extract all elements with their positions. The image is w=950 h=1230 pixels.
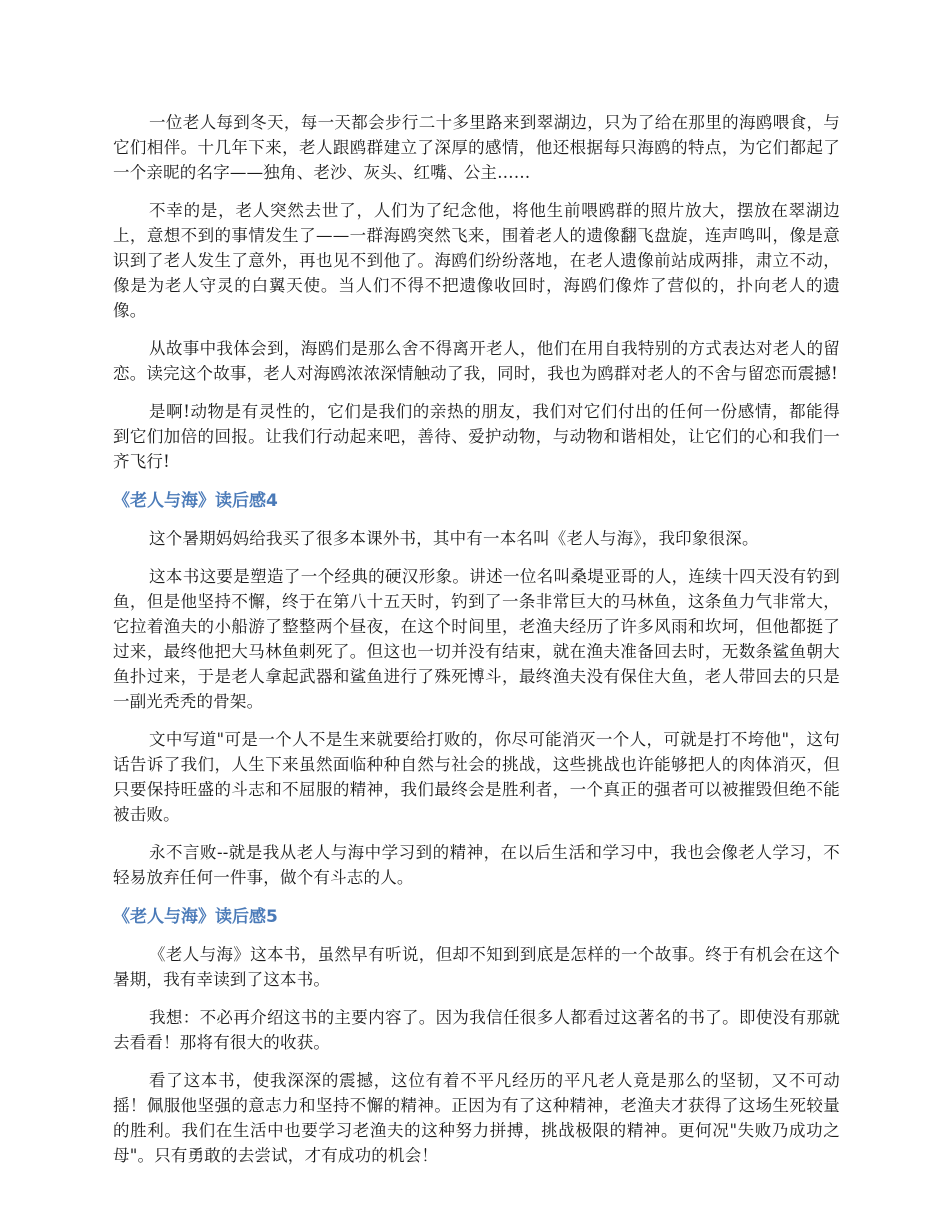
paragraph: 永不言败--就是我从老人与海中学习到的精神，在以后生活和学习中，我也会像老人学习，不轻易放弃任何一件事，做个有斗志的人。	[113, 843, 840, 887]
section-heading: 《老人与海》读后感5	[113, 907, 278, 927]
paragraph: 《老人与海》这本书，虽然早有听说，但却不知到到底是怎样的一个故事。终于有机会在这个暑期，我有幸读到了这本书。	[113, 945, 840, 989]
section-review-4	[113, 488, 840, 890]
paragraph: 不幸的是，老人突然去世了，人们为了纪念他，将他生前喂鸥群的照片放大，摆放在翠湖边上，意想不到的事情发生了——一群海鸥突然飞来，围着老人的遗像翻飞盘旋，连声鸣叫，像是意识到了老人发生了意外，再也见不到他了。海鸥们纷纷落地，在老人遗像前站成两排，肃立不动，像是为老人守灵的白翼天使。当人们不得不把遗像收回时，海鸥们像炸了营似的，扑向老人的遗像。	[113, 201, 840, 320]
section-review-5	[113, 904, 840, 1168]
section-heading: 《老人与海》读后感4	[113, 491, 278, 511]
paragraph: 从故事中我体会到，海鸥们是那么舍不得离开老人，他们在用自我特别的方式表达对老人的留恋。读完这个故事，老人对海鸥浓浓深情触动了我，同时，我也为鸥群对老人的不舍与留恋而震撼!	[113, 339, 840, 383]
paragraph: 看了这本书，使我深深的震撼，这位有着不平凡经历的平凡老人竟是那么的坚韧，又不可动摇！佩服他坚强的意志力和坚持不懈的精神。正因为有了这种精神，老渔夫才获得了这场生死较量的胜利。我们在生活中也要学习老渔夫的这种努力拼搏，挑战极限的精神。更何况"失败乃成功之母"。只有勇敢的去尝试，才有成功的机会！	[113, 1071, 840, 1165]
paragraph: 这本书这要是塑造了一个经典的硬汉形象。讲述一位名叫桑堤亚哥的人，连续十四天没有钓到鱼，但是他坚持不懈，终于在第八十五天时，钓到了一条非常巨大的马林鱼，这条鱼力气非常大，它拉着渔夫的小船游了整整两个昼夜，在这个时间里，老渔夫经历了许多风雨和坎坷，但他都挺了过来，最终他把大马林鱼刺死了。但这也一切并没有结束，就在渔夫准备回去时，无数条鲨鱼朝大鱼扑过来，于是老人拿起武器和鲨鱼进行了殊死博斗，最终渔夫没有保住大鱼，老人带回去的只是一副光秃秃的骨架。	[113, 567, 840, 711]
paragraph: 是啊!动物是有灵性的，它们是我们的亲热的朋友，我们对它们付出的任何一份感情，都能得到它们加倍的回报。让我们行动起来吧，善待、爱护动物，与动物和谐相处，让它们的心和我们一齐飞行!	[113, 402, 840, 471]
document-page	[113, 110, 840, 1181]
paragraph: 我想：不必再介绍这书的主要内容了。因为我信任很多人都看过这著名的书了。即使没有那就去看看！那将有很大的收获。	[113, 1008, 840, 1052]
paragraph: 文中写道"可是一个人不是生来就要给打败的，你尽可能消灭一个人，可就是打不垮他"，这句话告诉了我们，人生下来虽然面临种种自然与社会的挑战，这些挑战也许能够把人的肉体消灭，但只要保持旺盛的斗志和不屈服的精神，我们最终会是胜利者，一个真正的强者可以被摧毁但绝不能被击败。	[113, 730, 840, 824]
paragraph: 这个暑期妈妈给我买了很多本课外书，其中有一本名叫《老人与海》，我印象很深。	[149, 529, 759, 548]
section-intro-story	[113, 110, 840, 474]
paragraph: 一位老人每到冬天，每一天都会步行二十多里路来到翠湖边，只为了给在那里的海鸥喂食，与它们相伴。十几年下来，老人跟鸥群建立了深厚的感情，他还根据每只海鸥的特点，为它们都起了一个亲昵的名字——独角、老沙、灰头、红嘴、公主……	[113, 113, 840, 182]
